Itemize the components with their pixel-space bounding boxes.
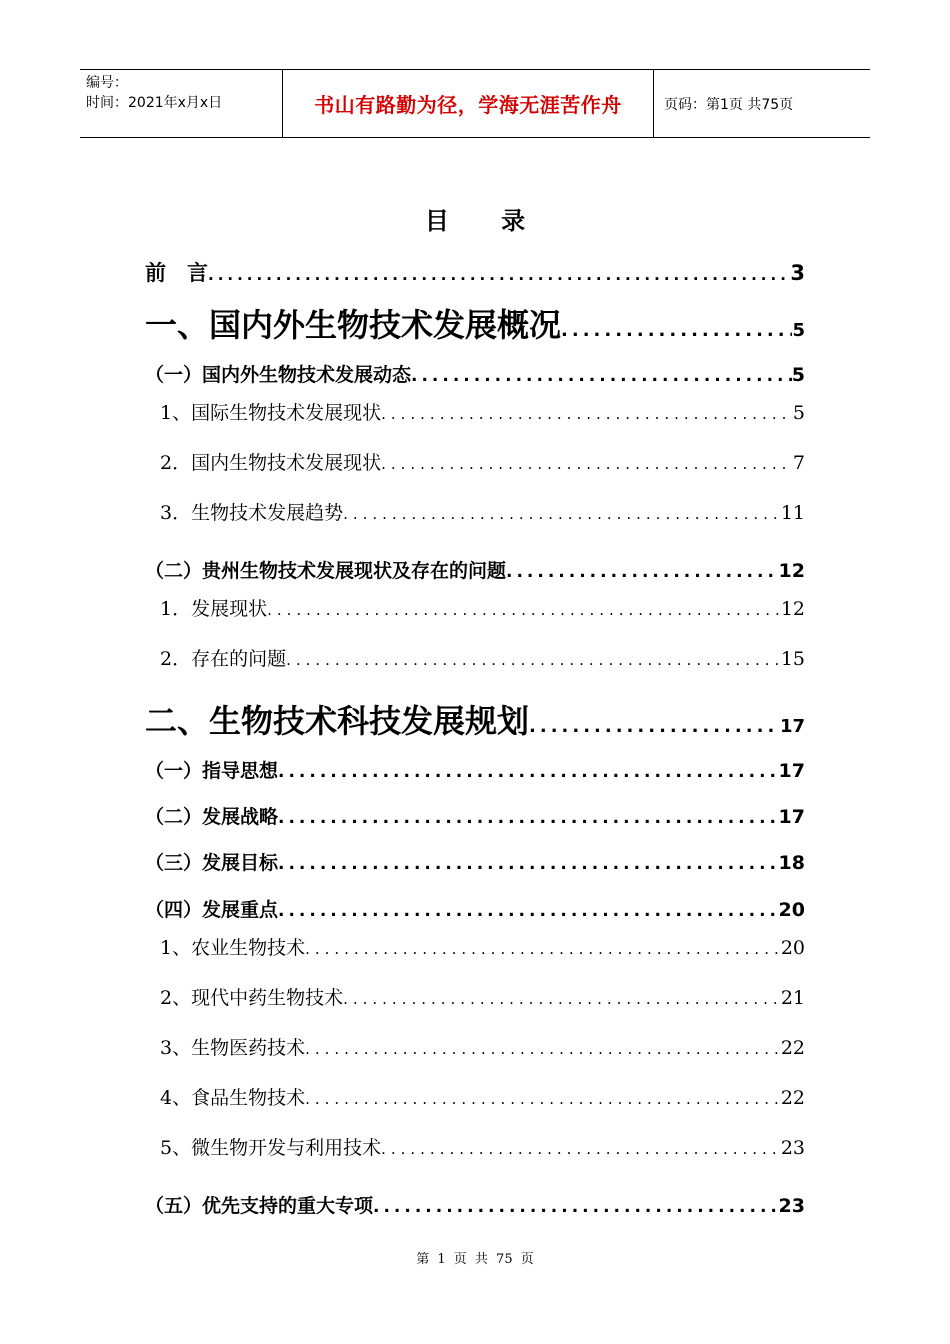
number-label: 编号： <box>86 75 128 91</box>
toc-entry-page: 7 <box>792 452 805 474</box>
toc-entry[interactable] <box>145 498 805 525</box>
toc-entry[interactable] <box>145 644 805 671</box>
toc-entry-page: 5 <box>792 402 805 424</box>
toc-entry-page: 22 <box>780 1087 805 1109</box>
toc-entry[interactable] <box>145 696 805 742</box>
toc-entry[interactable] <box>145 983 805 1010</box>
toc-leader-dots <box>381 405 793 423</box>
toc-leader-dots <box>381 1140 781 1158</box>
toc-entry-label: 1．发展现状 <box>160 598 268 620</box>
toc-leader-dots <box>561 320 792 341</box>
toc-entry-label: 5、微生物开发与利用技术 <box>160 1137 382 1159</box>
toc-leader-dots <box>381 455 793 473</box>
toc-title: 目 录 <box>424 207 548 235</box>
toc-entry-label: 一、国内外生物技术发展概况 <box>145 306 562 344</box>
toc-entry[interactable] <box>145 895 805 922</box>
toc-entry-label: 1、国际生物技术发展现状 <box>160 402 382 424</box>
header-motto: 书山有路勤为径，学海无涯苦作舟 <box>282 70 654 137</box>
toc-leader-dots <box>278 762 779 782</box>
toc-entry-page: 20 <box>780 937 805 959</box>
toc-entry-page: 5 <box>792 320 805 341</box>
toc-entry-label: 4、食品生物技术 <box>160 1087 306 1109</box>
toc-entry-page: 17 <box>778 806 805 828</box>
toc-entry[interactable] <box>145 756 805 783</box>
time-label: 时间：2021年x月x日 <box>86 95 223 111</box>
toc-leader-dots <box>343 505 781 523</box>
toc-leader-dots <box>529 716 780 737</box>
toc-entry-page: 5 <box>791 364 805 386</box>
toc-entry-label: （二）贵州生物技术发展现状及存在的问题 <box>145 560 507 582</box>
toc-leader-dots <box>411 366 792 386</box>
toc-leader-dots <box>305 1090 781 1108</box>
toc-entry[interactable] <box>145 300 805 346</box>
toc-entry-page: 18 <box>778 852 805 874</box>
toc-entry-page: 23 <box>778 1195 805 1217</box>
toc-entry[interactable] <box>145 848 805 875</box>
toc-entry-label: 2、现代中药生物技术 <box>160 987 344 1009</box>
toc-entry-label: 前 言 <box>145 261 208 285</box>
toc-entry[interactable] <box>145 1033 805 1060</box>
toc-leader-dots <box>278 901 779 921</box>
toc-leader-dots <box>286 651 781 669</box>
toc-entry[interactable] <box>145 360 805 387</box>
toc-entry-label: 3．生物技术发展趋势 <box>160 502 344 524</box>
toc-entry-page: 21 <box>780 987 805 1009</box>
toc-entry-label: （三）发展目标 <box>145 852 279 874</box>
toc-entry-label: （五）优先支持的重大专项 <box>145 1195 374 1217</box>
toc-entry[interactable] <box>145 1133 805 1160</box>
toc-entry[interactable] <box>145 933 805 960</box>
toc-leader-dots <box>208 266 790 284</box>
toc-leader-dots <box>506 562 779 582</box>
toc-entry[interactable] <box>145 1083 805 1110</box>
toc-leader-dots <box>373 1197 779 1217</box>
toc-entry-label: 1、农业生物技术 <box>160 937 306 959</box>
toc-entry-label: （一）国内外生物技术发展动态 <box>145 364 412 386</box>
toc-entry-page: 17 <box>778 760 805 782</box>
toc-entry[interactable] <box>145 802 805 829</box>
toc-entry[interactable] <box>145 257 805 287</box>
toc-leader-dots <box>278 808 779 828</box>
toc-entry-page: 20 <box>778 899 805 921</box>
toc-entry[interactable] <box>145 556 805 583</box>
toc-entry[interactable] <box>145 448 805 475</box>
toc-entry-page: 23 <box>780 1137 805 1159</box>
toc-entry-page: 15 <box>780 648 805 670</box>
toc-leader-dots <box>305 1040 781 1058</box>
header-page-info: 页码：第1页 共75页 <box>664 96 794 113</box>
toc-entry-label: 3、生物医药技术 <box>160 1037 306 1059</box>
page-header <box>80 69 870 138</box>
toc-entry-page: 12 <box>780 598 805 620</box>
header-meta <box>80 70 282 137</box>
toc-entry-label: 2．存在的问题 <box>160 648 287 670</box>
toc-entry-label: （四）发展重点 <box>145 899 279 921</box>
toc-entry-page: 3 <box>790 261 805 285</box>
page-footer: 第 1 页 共 75 页 <box>416 1252 534 1267</box>
toc-leader-dots <box>278 854 779 874</box>
toc-entry[interactable] <box>145 594 805 621</box>
toc-entry-label: （二）发展战略 <box>145 806 279 828</box>
toc-entry[interactable] <box>145 1191 805 1218</box>
toc-entry-page: 22 <box>780 1037 805 1059</box>
toc-entry-label: （一）指导思想 <box>145 760 279 782</box>
toc-leader-dots <box>305 940 781 958</box>
toc-entry[interactable] <box>145 398 805 425</box>
toc-entry-page: 17 <box>779 716 805 737</box>
toc-entry-page: 12 <box>778 560 805 582</box>
toc-leader-dots <box>267 601 781 619</box>
toc-entry-label: 二、生物技术科技发展规划 <box>145 702 530 740</box>
toc-entry-label: 2．国内生物技术发展现状 <box>160 452 382 474</box>
toc-entry-page: 11 <box>780 502 805 524</box>
toc-leader-dots <box>343 990 781 1008</box>
